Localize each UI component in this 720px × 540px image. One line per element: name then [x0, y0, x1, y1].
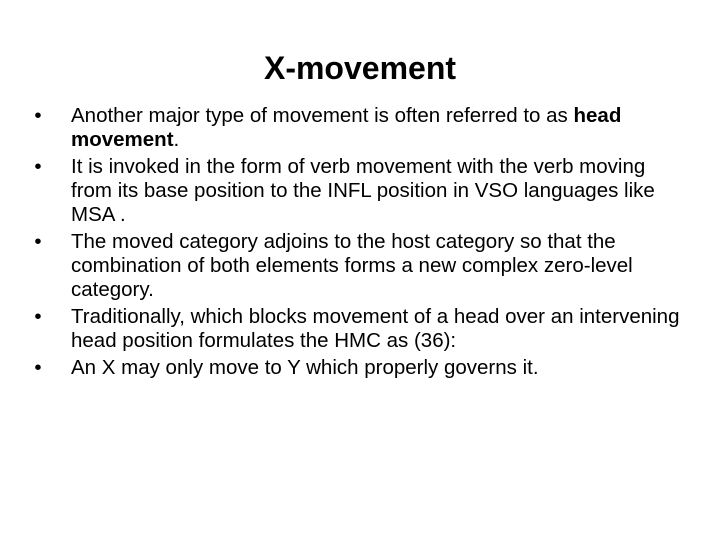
- bullet-text-1-after: .: [173, 128, 180, 151]
- bullet-text-1-bold: head movement: [71, 104, 622, 151]
- bullet-icon: •: [34, 356, 42, 379]
- bullet-item-2: [28, 155, 688, 227]
- bullet-text-4: Traditionally, which blocks movement of a head over an intervening head position formulates the HMC as (36):: [71, 305, 680, 352]
- bullet-item-3: [28, 230, 688, 302]
- bullet-icon: •: [34, 230, 42, 253]
- bullet-item-4: [28, 305, 688, 353]
- bullet-text-2: It is invoked in the form of verb movement with the verb moving from its base position to the INFL position in VSO languages like MSA .: [71, 155, 655, 226]
- bullet-item-5: [28, 356, 688, 380]
- bullet-list: [28, 104, 688, 383]
- bullet-icon: •: [34, 155, 42, 178]
- bullet-text-3: The moved category adjoins to the host category so that the combination of both elements forms a new complex zero-level category.: [71, 230, 633, 301]
- bullet-text-5: An X may only move to Y which properly governs it.: [71, 356, 539, 379]
- bullet-item-1: [28, 104, 688, 152]
- bullet-icon: •: [34, 104, 42, 127]
- slide-title: X-movement: [263, 50, 457, 86]
- bullet-text-1-before: Another major type of movement is often referred to as: [71, 104, 574, 127]
- bullet-icon: •: [34, 305, 42, 328]
